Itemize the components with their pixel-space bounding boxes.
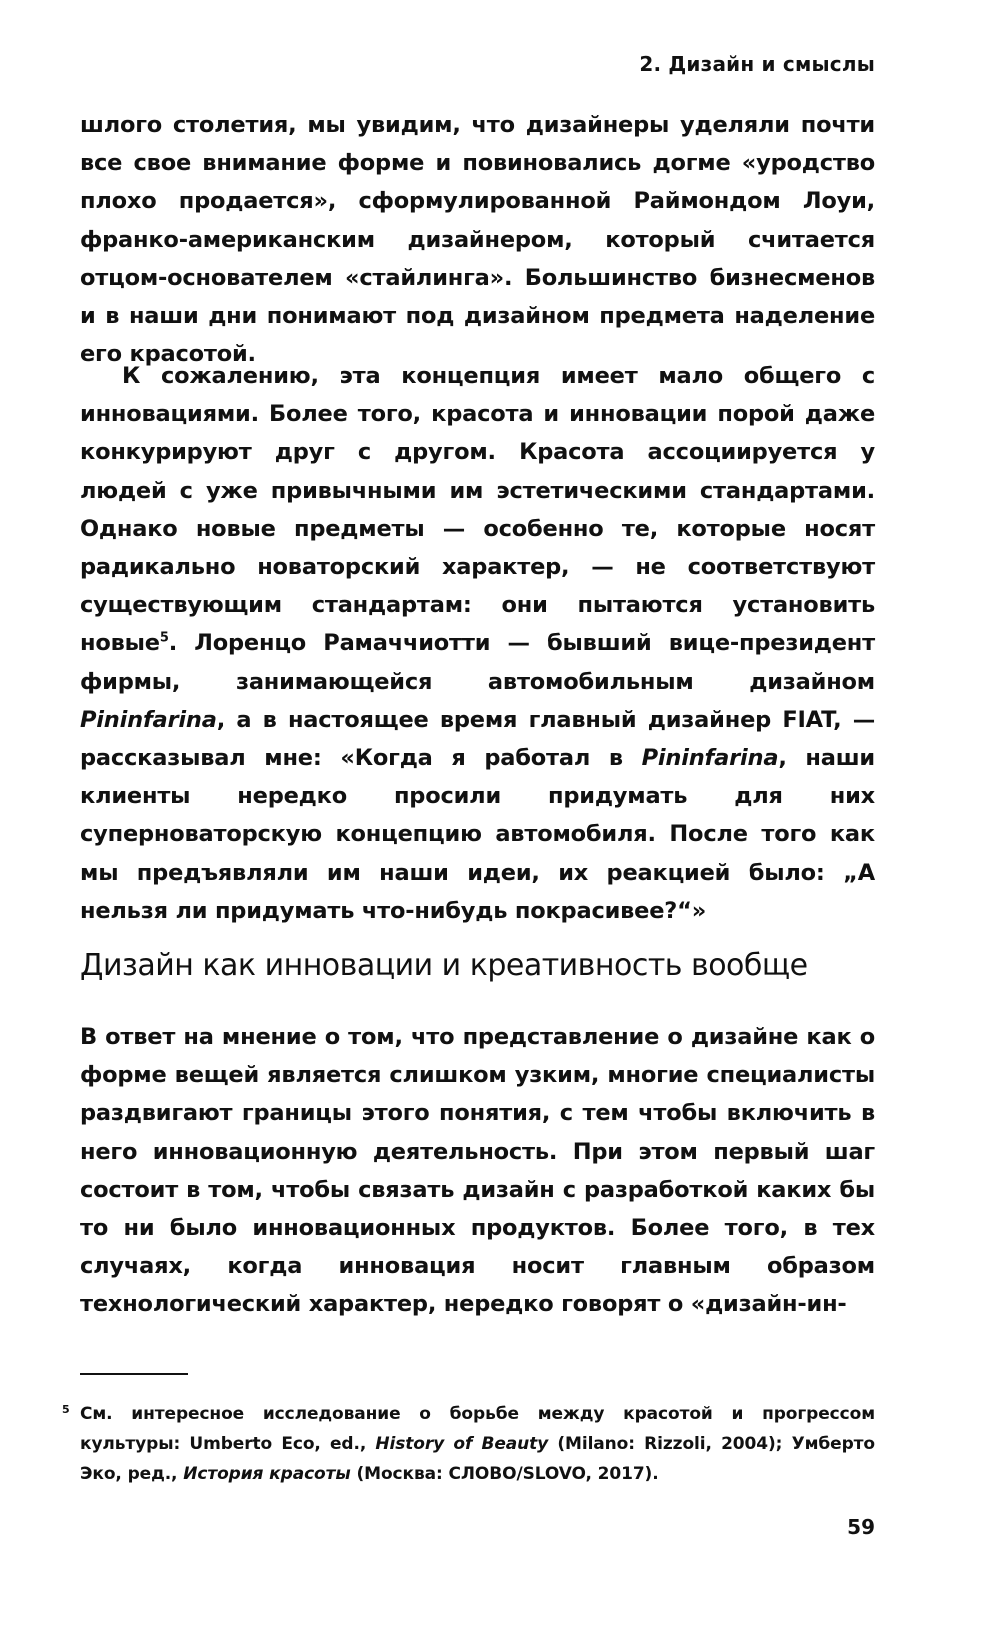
paragraph-2 <box>80 357 875 930</box>
footnote-text-1: См. интересное исследование о борьбе между красотой и прогрессом культуры: Umberto Eco, ed., <box>80 1404 875 1454</box>
company-name-italic: Pininfarina <box>641 745 779 772</box>
footnote-text-2: (Milano: Rizzoli, 2004); Умберто Эко, ред., <box>80 1434 875 1484</box>
paragraph-2-text-4: , наши клиенты нередко просили придумать для них суперноваторскую концепцию автомобиля. После того как мы предъявляли им наши идеи, их реакцией было: „А нельзя ли придумать что-нибудь покрасивее?“» <box>80 745 876 924</box>
section-heading: Дизайн как инновации и креативность вообще <box>80 948 808 983</box>
footnote <box>62 1399 875 1489</box>
paragraph-2-text-3: , а в настоящее время главный дизайнер FIAT, — рассказывал мне: «Когда я работал в <box>80 706 875 772</box>
footnote-mark: 5 <box>62 1403 70 1416</box>
footnote-reference: 5 <box>159 630 169 646</box>
paragraph-2-text-1: К сожалению, эта концепция имеет мало общего с инновациями. Более того, красота и инновации порой даже конкурируют друг с другом. Красота ассоциируется у людей с уже привычными им эстетическими стандартами. Однако новые предметы — особенно те, которые носят радикально новаторский характер, — не соответствуют существующим стандартам: они пытаются установить новые <box>80 363 875 657</box>
running-head: 2. Дизайн и смыслы <box>639 52 875 76</box>
paragraph-3: В ответ на мнение о том, что представление о дизайне как о форме вещей является слишком узким, многие специалисты раздвигают границы этого понятия, с тем чтобы включить в него инновационную деятельность. При этом первый шаг состоит в том, чтобы связать дизайн с разработкой каких бы то ни было инновационных продуктов. Более того, в тех случаях, когда инновация носит главным образом технологический характер, нередко говорят о «дизайн-ин- <box>80 1024 875 1318</box>
paragraph-2-text-2: . Лоренцо Рамаччиотти — бывший вице-президент фирмы, занимающейся автомобильным дизайном <box>80 630 875 695</box>
book-title-italic: History of Beauty <box>375 1434 549 1454</box>
footnote-divider <box>80 1373 188 1375</box>
company-name-italic: Pininfarina <box>80 706 217 733</box>
book-title-italic: История красоты <box>183 1464 351 1484</box>
footnote-text-3: (Москва: СЛОВО/SLOVO, 2017). <box>350 1464 659 1484</box>
page-number: 59 <box>847 1515 875 1539</box>
paragraph-1: шлого столетия, мы увидим, что дизайнеры уделяли почти все свое внимание форме и повиновались догме «уродство плохо продается», сформулированной Раймондом Лоуи, франко-американским дизайнером, который считается отцом-основателем «стайлинга». Большинство бизнесменов и в наши дни понимают под дизайном предмета наделение его красотой. <box>80 112 875 368</box>
